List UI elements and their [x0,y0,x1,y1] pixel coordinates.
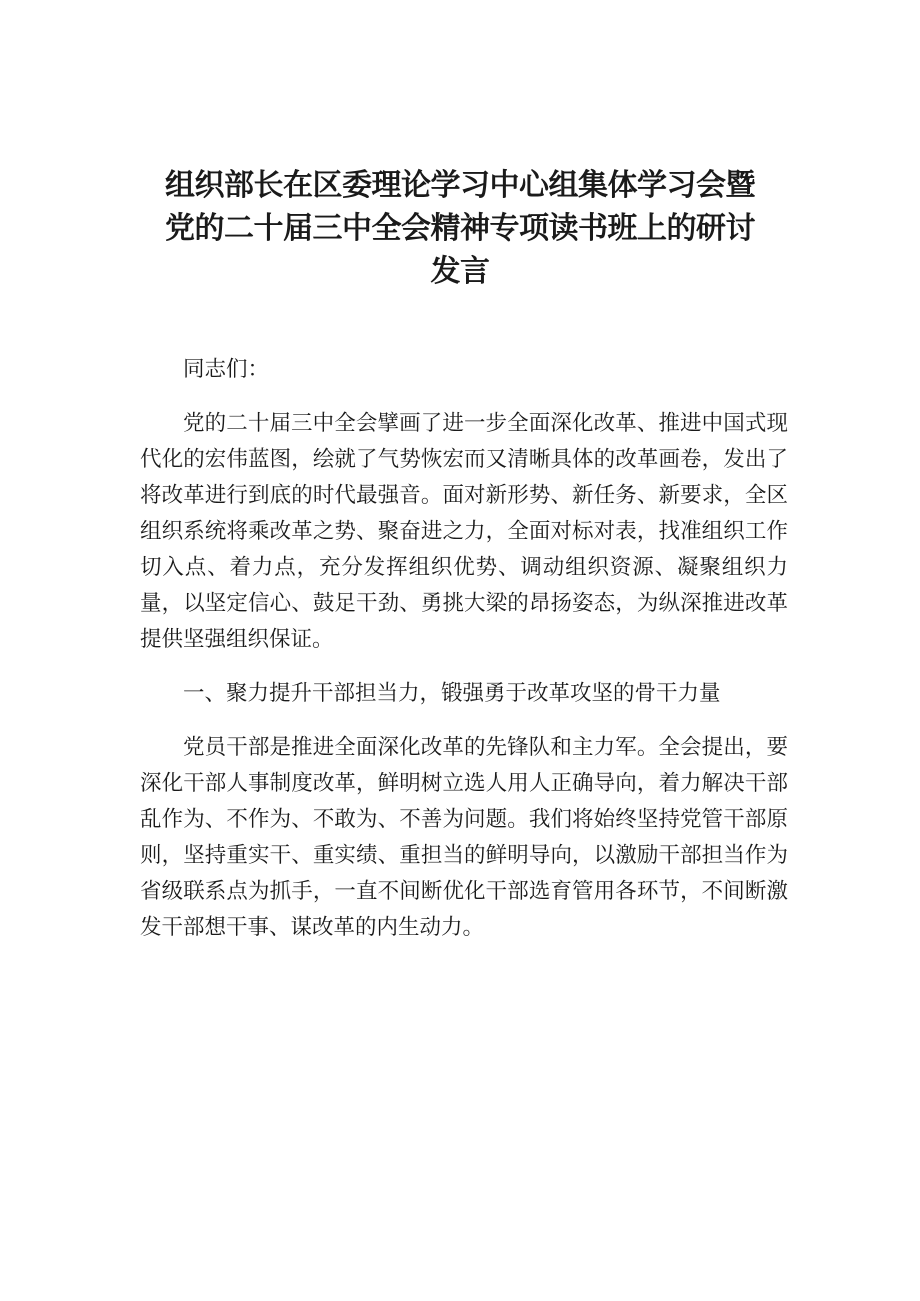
salutation: 同志们： [183,357,270,382]
document-body [140,352,788,964]
paragraph-section-1: 党员干部是推进全面深化改革的先锋队和主力军。全会提出，要深化干部人事制度改革，鲜明树立选人用人正确导向，着力解决干部乱作为、不作为、不敢为、不善为问题。我们将始终坚持党管干部原则，坚持重实干、重实绩、重担当的鲜明导向，以激励干部担当作为省级联系点为抓手，一直不间断优化干部选育管用各环节，不间断激发干部想干事、谋改革的内生动力。 [140,735,788,940]
section-heading-1: 一、聚力提升干部担当力，锻强勇于改革攻坚的骨干力量 [183,681,721,706]
title-line-2: 党的二十届三中全会精神专项读书班上的研讨 [165,211,755,246]
paragraph-intro: 党的二十届三中全会擘画了进一步全面深化改革、推进中国式现代化的宏伟蓝图，绘就了气势恢宏而又清晰具体的改革画卷，发出了将改革进行到底的时代最强音。面对新形势、新任务、新要求，全区组织系统将乘改革之势、聚奋进之力，全面对标对表，找准组织工作切入点、着力点，充分发挥组织优势、调动组织资源、凝聚组织力量，以坚定信心、鼓足干劲、勇挑大梁的昂扬姿态，为纵深推进改革提供坚强组织保证。 [140,411,788,652]
title-line-1: 组织部长在区委理论学习中心组集体学习会暨 [165,168,755,203]
document-title [140,164,780,293]
title-line-3: 发言 [430,254,490,289]
